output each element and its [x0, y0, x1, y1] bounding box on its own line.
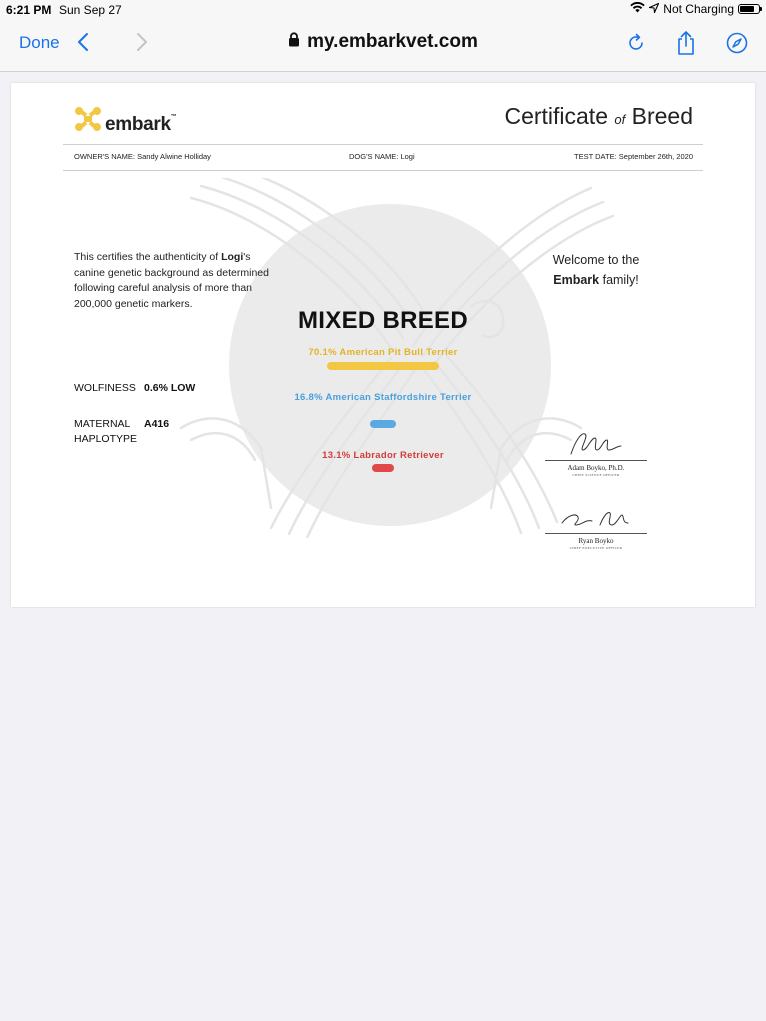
welcome-brand: Embark — [553, 273, 600, 287]
certificate-card — [11, 83, 755, 607]
owner-label: OWNER'S NAME: — [74, 152, 136, 161]
wolfiness-value: 0.6% LOW — [144, 382, 196, 394]
status-indicators — [630, 2, 760, 16]
browser-toolbar — [0, 20, 766, 72]
signature-line — [545, 460, 647, 461]
welcome-message — [521, 250, 671, 290]
charging-status: Not Charging — [663, 2, 734, 16]
wolfiness-label: WOLFINESS — [74, 382, 136, 394]
breed-label: 16.8% American Staffordshire Terrier — [294, 392, 472, 403]
welcome-line-2: family! — [599, 273, 639, 287]
title-part-certificate: Certificate — [504, 103, 608, 129]
header-divider-top — [63, 144, 703, 145]
embark-logo-icon — [73, 107, 103, 136]
haplotype-value: A416 — [144, 418, 170, 430]
intro-text-start: This certifies the authenticity of — [74, 251, 222, 263]
signature-block-executive — [545, 503, 647, 550]
intro-dog-name: Logi — [221, 251, 244, 263]
header-divider-bottom — [63, 170, 703, 171]
lock-icon — [288, 31, 300, 53]
breed-heading: MIXED BREED — [298, 307, 468, 334]
signer-role: CHIEF EXECUTIVE OFFICER — [569, 546, 623, 550]
url-text: my.embarkvet.com — [307, 31, 478, 52]
breed-bar — [372, 464, 394, 472]
signer-name: Ryan Boyko — [578, 537, 614, 545]
breed-label: 70.1% American Pit Bull Terrier — [308, 347, 458, 358]
intro-text-end: 's canine genetic background as determined following careful analysis of more than 200,000 genetic markers. — [74, 251, 269, 310]
title-part-breed: Breed — [631, 103, 693, 129]
done-button[interactable]: Done — [19, 33, 60, 52]
test-date-value: September 26th, 2020 — [618, 152, 693, 161]
signature-icon — [561, 428, 631, 458]
haplotype-label-line-1: MATERNAL — [74, 418, 131, 430]
certificate-title — [504, 103, 693, 130]
reload-icon[interactable] — [625, 30, 649, 56]
breed-bar — [327, 362, 439, 370]
signer-name: Adam Boyko, Ph.D. — [567, 464, 625, 472]
compass-icon[interactable] — [725, 30, 749, 56]
address-bar[interactable] — [0, 31, 766, 53]
owner-value: Sandy Alwine Holliday — [137, 152, 211, 161]
logo-wordmark — [105, 114, 177, 136]
embark-logo — [73, 107, 177, 136]
haplotype-label — [74, 417, 137, 447]
dog-label: DOG'S NAME: — [349, 152, 399, 161]
status-bar — [0, 0, 766, 20]
status-time: 6:21 PM — [6, 3, 52, 17]
owner-name — [74, 152, 211, 161]
logo-text: embark — [105, 113, 171, 135]
signer-role: CHIEF SCIENCE OFFICER — [572, 473, 620, 477]
share-icon[interactable] — [674, 30, 698, 56]
signature-icon — [556, 503, 636, 531]
haplotype-label-line-2: HAPLOTYPE — [74, 433, 138, 445]
certification-statement — [74, 250, 274, 312]
test-date-label: TEST DATE: — [574, 152, 617, 161]
signature-block-science — [545, 428, 647, 477]
welcome-line-1: Welcome to the — [552, 253, 640, 267]
test-date — [574, 152, 693, 161]
dog-name — [349, 152, 415, 161]
signature-line — [545, 533, 647, 534]
battery-icon — [738, 4, 760, 14]
dog-value: Logi — [400, 152, 415, 161]
breed-label: 13.1% Labrador Retriever — [322, 450, 444, 461]
location-icon — [649, 2, 659, 16]
title-part-of: of — [614, 112, 626, 127]
breed-bar — [370, 420, 397, 428]
wifi-icon — [630, 2, 645, 16]
logo-trademark: ™ — [170, 113, 177, 120]
status-date: Sun Sep 27 — [59, 3, 122, 17]
